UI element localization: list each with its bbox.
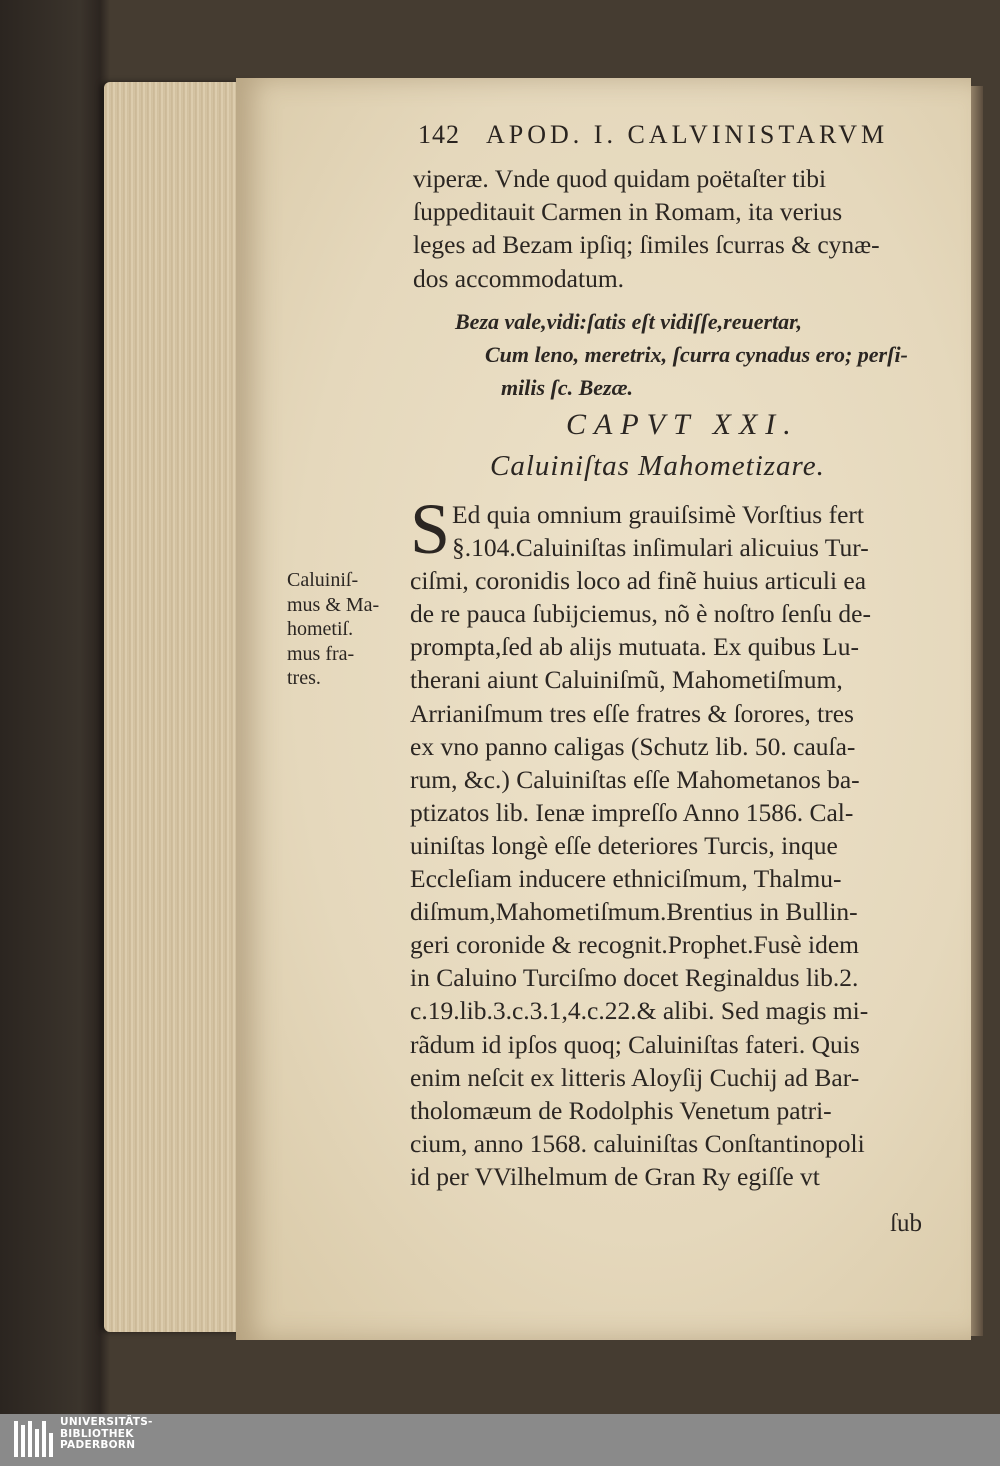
text-line: rãdum id ipſos quoq; Caluiniſtas fateri. Quis [410, 1029, 860, 1059]
margin-note-line: tres. [287, 667, 321, 689]
text-line: prompta,ſed ab alijs mutuata. Ex quibus Lu- [410, 632, 859, 662]
chapter-subheading: Caluiniſtas Mahometizare. [490, 450, 825, 482]
margin-note-line: mus fra- [287, 642, 355, 665]
drop-cap: S [410, 489, 451, 569]
text-line: diſmum,Mahometiſmum.Brentius in Bullin- [410, 897, 858, 927]
text-line: in Caluino Turciſmo docet Reginaldus lib.2. [410, 963, 859, 993]
margin-note-line: Caluiniſ- [287, 569, 359, 591]
library-name-line: UNIVERSITÄTS- [60, 1416, 153, 1428]
verse-line: Cum leno, meretrix, ſcurra cynadus ero; perſi- [485, 342, 908, 367]
text-line: Arrianiſmum tres eſſe fratres & ſorores, tres [410, 698, 854, 728]
text-line: viperæ. Vnde quod quidam poëtaſter tibi [413, 164, 827, 193]
text-line: ptizatos lib. Ienæ impreſſo Anno 1586. Cal- [410, 797, 854, 827]
verse-quote [455, 305, 960, 404]
margin-note-line: mus & Ma- [287, 593, 380, 616]
text-line: tholomæum de Rodolphis Venetum patri- [410, 1095, 832, 1125]
library-name [60, 1417, 153, 1452]
text-line: Eccleſiam inducere ethniciſmum, Thalmu- [410, 864, 842, 894]
text-line: §.104.Caluiniſtas inſimulari alicuius Tur- [452, 533, 869, 563]
library-footer [0, 1414, 1000, 1466]
text-line: geri coronide & recognit.Prophet.Fusè idem [410, 930, 859, 960]
text-line: ſuppeditauit Carmen in Romam, ita verius [413, 197, 843, 227]
text-line: leges ad Bezam ipſiq; ſimiles ſcurras & cynæ- [413, 230, 880, 260]
text-line: Ed quia omnium grauiſsimè Vorſtius fert [452, 500, 864, 529]
text-line: ex vno panno caligas (Schutz lib. 50. cauſa- [410, 731, 856, 761]
catchword: ſub [890, 1210, 922, 1237]
text-line: dos accommodatum. [413, 263, 625, 293]
text-line: ciſmi, coronidis loco ad finẽ huius articuli ea [410, 566, 867, 596]
main-paragraph [410, 498, 962, 1193]
text-line: rum, &c.) Caluiniſtas eſſe Mahometanos ba- [410, 764, 860, 794]
library-logo-icon [10, 1417, 58, 1461]
margin-note [287, 568, 405, 691]
opening-paragraph [413, 162, 961, 295]
text-line: id per VVilhelmum de Gran Ry egiſſe vt [410, 1161, 820, 1191]
library-name-line: BIBLIOTHEK [60, 1427, 134, 1440]
page-number: 142 [418, 120, 460, 149]
text-line: uiniſtas longè eſſe deteriores Turcis, inque [410, 830, 838, 860]
margin-note-line: hometiſ. [287, 618, 354, 640]
running-header [418, 120, 938, 158]
verse-line: Beza vale,vidi:ſatis eſt vidiſſe,reuertar, [455, 309, 803, 334]
text-line: c.19.lib.3.c.3.1,4.c.22.& alibi. Sed magis mi- [410, 996, 869, 1026]
chapter-heading: CAPVT XXI. [566, 408, 799, 441]
page-edges [104, 82, 254, 1332]
running-title: APOD. I. CALVINISTARVM [486, 120, 889, 149]
text-line: de re pauca ſubijciemus, nõ è noſtro ſenſu de- [410, 599, 871, 629]
text-line: therani aiunt Caluiniſmũ, Mahometiſmum, [410, 665, 843, 695]
text-line: enim neſcit ex litteris Aloyſij Cuchij ad Bar- [410, 1062, 860, 1092]
text-line: cium, anno 1568. caluiniſtas Conſtantinopoli [410, 1128, 865, 1158]
verse-line: milis ſc. Bezæ. [501, 375, 633, 400]
library-name-line: PADERBORN [60, 1439, 136, 1451]
